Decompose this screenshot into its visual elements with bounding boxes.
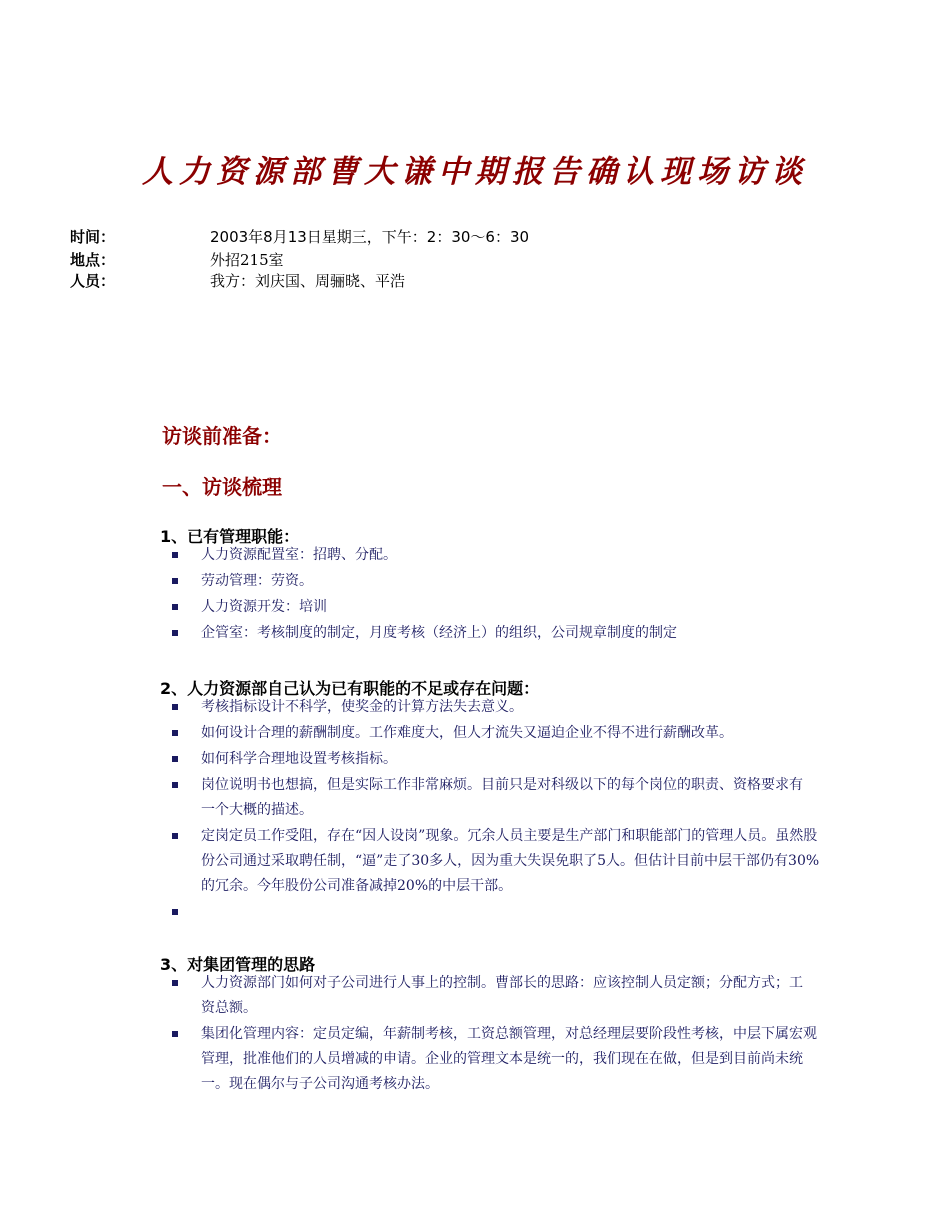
bullet-icon	[172, 730, 178, 736]
sub1-heading: 1、已有管理职能：	[160, 527, 300, 546]
sub2-heading: 2、人力资源部自己认为已有职能的不足或存在问题：	[160, 679, 540, 698]
bullet-icon	[172, 782, 178, 788]
people-label: 人员：	[70, 272, 116, 290]
list-item-text: 人力资源开发：培训	[201, 599, 327, 615]
bullet-icon	[172, 578, 178, 584]
list-item-text: 定岗定员工作受阻，存在“因人设岗”现象。冗余人员主要是生产部门和职能部门的管理人员。虽然股份公司通过采取聘任制，“逼”走了30多人，因为重大失误免职了5人。但估计目前中层干部仍有30%的冗余。今年股份公司准备减掉20%的中层干部。	[201, 828, 820, 894]
sub1-list	[172, 543, 832, 647]
list-item	[172, 621, 832, 646]
list-item	[172, 747, 832, 772]
list-item-text: 人力资源配置室：招聘、分配。	[201, 547, 397, 563]
sub3-list	[172, 971, 832, 1098]
list-item	[172, 721, 832, 746]
list-item	[172, 824, 821, 899]
list-item-text: 集团化管理内容：定员定编，年薪制考核，工资总额管理，对总经理层要阶段性考核，中层下属宏观管理，批准他们的人员增减的申请。企业的管理文本是统一的，我们现在在做，但是到目前尚未统一。现在偶尔与子公司沟通考核办法。	[201, 1026, 817, 1092]
bullet-icon	[172, 552, 178, 558]
list-item-text: 劳动管理：劳资。	[201, 573, 313, 589]
time-label: 时间：	[70, 228, 116, 246]
people-value: 我方：刘庆国、周骊晓、平浩	[210, 272, 406, 290]
document-title: 人力资源部曹大谦中期报告确认现场访谈	[142, 154, 808, 190]
list-item-text: 考核指标设计不科学，使奖金的计算方法失去意义。	[201, 699, 523, 715]
place-value: 外招215室	[210, 251, 284, 269]
place-label: 地点：	[70, 251, 116, 269]
list-item-text: 企管室：考核制度的制定，月度考核（经济上）的组织，公司规章制度的制定	[201, 625, 677, 641]
bullet-icon	[172, 756, 178, 762]
list-item	[172, 773, 811, 823]
bullet-icon	[172, 630, 178, 636]
list-item	[172, 971, 811, 1021]
bullet-icon	[172, 704, 178, 710]
list-item	[172, 1022, 821, 1097]
prep-heading: 访谈前准备：	[162, 424, 282, 448]
list-item	[172, 900, 832, 925]
list-item	[172, 595, 832, 620]
bullet-icon	[172, 909, 178, 915]
list-item-text: 如何科学合理地设置考核指标。	[201, 751, 397, 767]
list-item-text: 如何设计合理的薪酬制度。工作难度大，但人才流失又逼迫企业不得不进行薪酬改革。	[201, 725, 733, 741]
list-item	[172, 695, 832, 720]
sub2-list	[172, 695, 832, 926]
list-item	[172, 569, 832, 594]
section1-heading: 一、访谈梳理	[162, 475, 282, 499]
bullet-icon	[172, 1031, 178, 1037]
bullet-icon	[172, 833, 178, 839]
list-item-text: 岗位说明书也想搞，但是实际工作非常麻烦。目前只是对科级以下的每个岗位的职责、资格要求有一个大概的描述。	[201, 777, 803, 818]
sub3-heading: 3、对集团管理的思路	[160, 955, 316, 974]
time-value: 2003年8月13日星期三，下午：2：30～6：30	[210, 228, 530, 246]
list-item	[172, 543, 832, 568]
bullet-icon	[172, 980, 178, 986]
bullet-icon	[172, 604, 178, 610]
list-item-text: 人力资源部门如何对子公司进行人事上的控制。曹部长的思路：应该控制人员定额；分配方式；工资总额。	[201, 975, 803, 1016]
